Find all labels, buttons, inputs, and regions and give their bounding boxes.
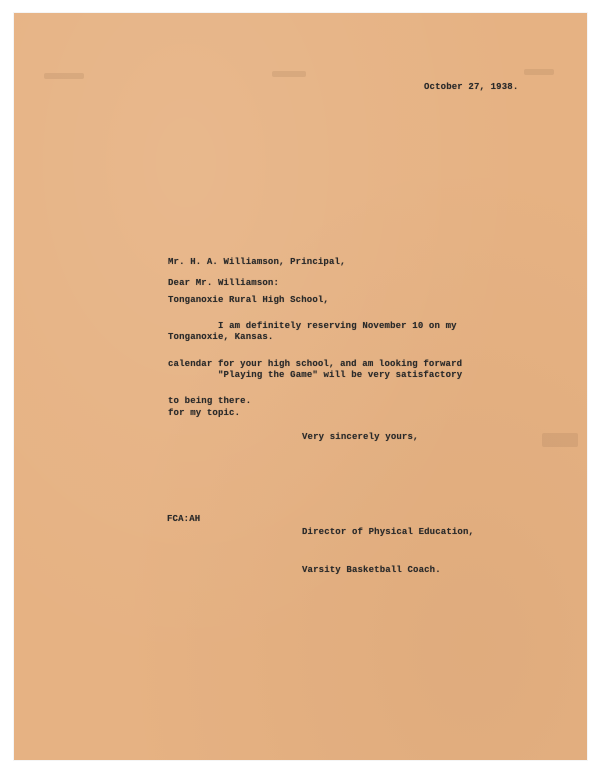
reference-initials: FCA:AH	[167, 514, 201, 524]
complimentary-closing: Very sincerely yours,	[302, 432, 419, 442]
paragraph-line: for my topic.	[168, 407, 241, 418]
bleed-through-mark	[524, 69, 554, 75]
recipient-school-line: Tonganoxie Rural High School,	[168, 294, 329, 305]
salutation: Dear Mr. Williamson:	[168, 278, 280, 288]
signature-title-line: Varsity Basketball Coach.	[302, 564, 441, 575]
signature-title-line: Director of Physical Education,	[302, 527, 475, 537]
paragraph-line: "Playing the Game" will be very satisfactory	[218, 370, 463, 380]
body-paragraph-2	[168, 344, 462, 444]
recipient-city-line: Tonganoxie, Kansas.	[168, 332, 274, 342]
paragraph-line: calendar for your high school, and am looking forward	[168, 358, 463, 369]
bleed-through-mark	[272, 71, 306, 77]
recipient-name-line: Mr. H. A. Williamson, Principal,	[168, 257, 346, 267]
letter-date: October 27, 1938.	[424, 82, 519, 92]
paragraph-line: to being there.	[168, 396, 252, 406]
signature-title	[302, 501, 474, 601]
bleed-through-mark	[44, 73, 84, 79]
letter-sheet	[14, 13, 587, 760]
bleed-through-mark	[542, 433, 578, 447]
paragraph-line: I am definitely reserving November 10 on my	[218, 321, 457, 331]
